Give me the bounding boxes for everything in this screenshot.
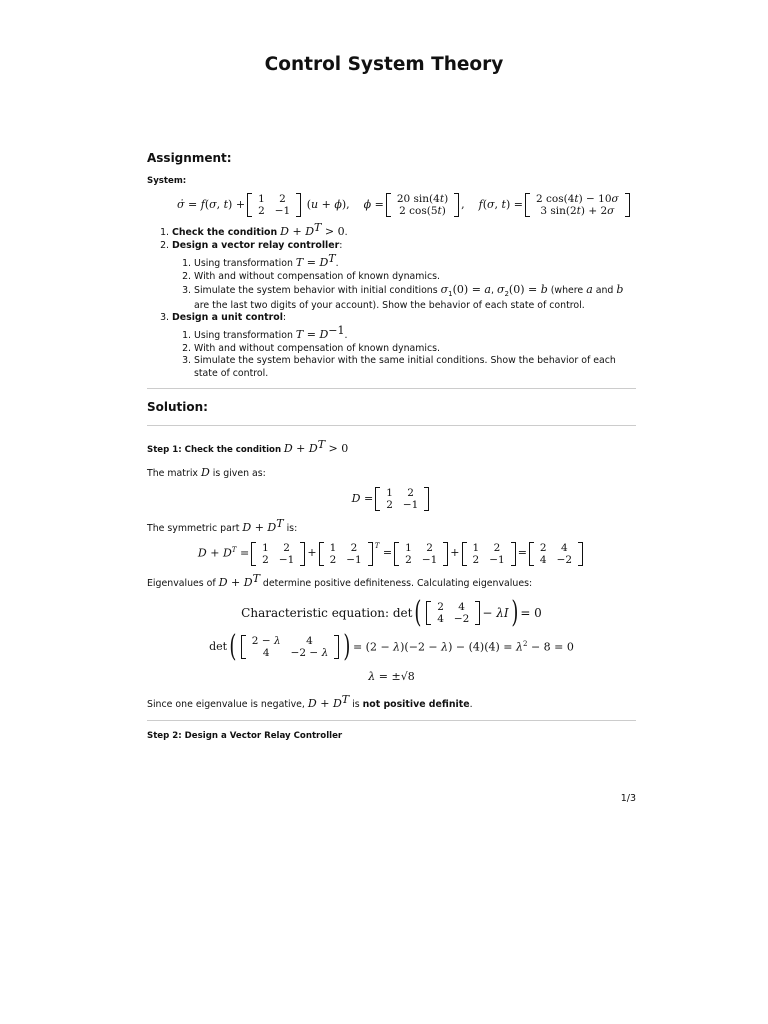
list-item: 1. Using transformation $T = D^{-1}$. [194, 324, 636, 343]
system-label: System: [147, 175, 187, 186]
document-title: Control System Theory [264, 54, 504, 75]
eigen-intro: Eigenvalues of $D + D^T$ determine positive definiteness. Calculating eigenvalues: [147, 571, 533, 589]
solution-heading: Solution: [147, 400, 208, 415]
step2-title: Step 2: Design a Vector Relay Controller [147, 730, 343, 741]
assignment-list [147, 221, 636, 380]
symmetric-equation: $D + D^T$ = 1 2 2 −1 + 1 2 2 −1 $^T$ = 1 2 2 −1 + 1 2 2 −1 = 2 4 4 −2 [147, 542, 636, 566]
eigenvalue-result: λ = ±√8 [368, 670, 415, 684]
list-item: 1. Check the condition $D + D^T > 0$. [172, 221, 636, 240]
list-item: 2. With and without compensation of known dynamics. [194, 271, 636, 283]
list-item: 2. With and without compensation of known dynamics. [194, 343, 636, 355]
determinant-equation: det ( 2 − λ 4 4 −2 − λ ) = $(2 - \lambda)(-2 - \lambda) - (4)(4) = \lambda^2 - 8 = 0$ [209, 629, 574, 665]
symmetric-intro: The symmetric part $D + D^T$ is: [147, 517, 298, 535]
list-item: 3. Simulate the system behavior with the same initial conditions. Show the behavior of each state of control. [194, 355, 636, 380]
conclusion-line: Since one eigenvalue is negative, $D + D^T$ is not positive definite. [147, 692, 473, 711]
list-item: 1. Using transformation $T = D^T$. [194, 252, 636, 271]
list-item: 2. Design a vector relay controller: 1. Using transformation $T = D^T$. 2. With and without compensation of known dynamics. 3. Simulate the system behavior with initial conditions $\sigma_1(0) = a$, $\sigma_2(0) = b$ (where a and b are the last two digits of your account). Show the behavior of each state of control. [172, 240, 636, 312]
matrix-intro: The matrix D is given as: [147, 466, 266, 480]
step1-title: Step 1: Check the condition $D + D^T > 0$ [147, 438, 349, 455]
page-number: 1/3 [620, 793, 636, 804]
assignment-heading: Assignment: [147, 151, 232, 165]
list-item: 3. Simulate the system behavior with initial conditions $\sigma_1(0) = a$, $\sigma_2(0) = b$ (where a and b are the last two digits of your account). Show the behavior of each state of control. [194, 283, 636, 312]
system-equation: σ̇ = f(σ, t) + 1 2 2 −1 (u + ϕ), ϕ = 20 sin(4t) 2 cos(5t) , f(σ, t) = 2 cos(4t) − 10σ 3 sin(2t) + 2σ [147, 193, 636, 217]
document-body [147, 145, 636, 742]
characteristic-equation: Characteristic equation: det ( 2 4 4 −2 − λI ) = 0 [241, 595, 542, 631]
list-item: 3. Design a unit control: 1. Using transformation $T = D^{-1}$. 2. With and without compensation of known dynamics. 3. Simulate the system behavior with the same initial conditions. Show the behavior of each state of control. [172, 312, 636, 380]
matrix-d-equation: D = 1 2 2 −1 [147, 487, 636, 511]
